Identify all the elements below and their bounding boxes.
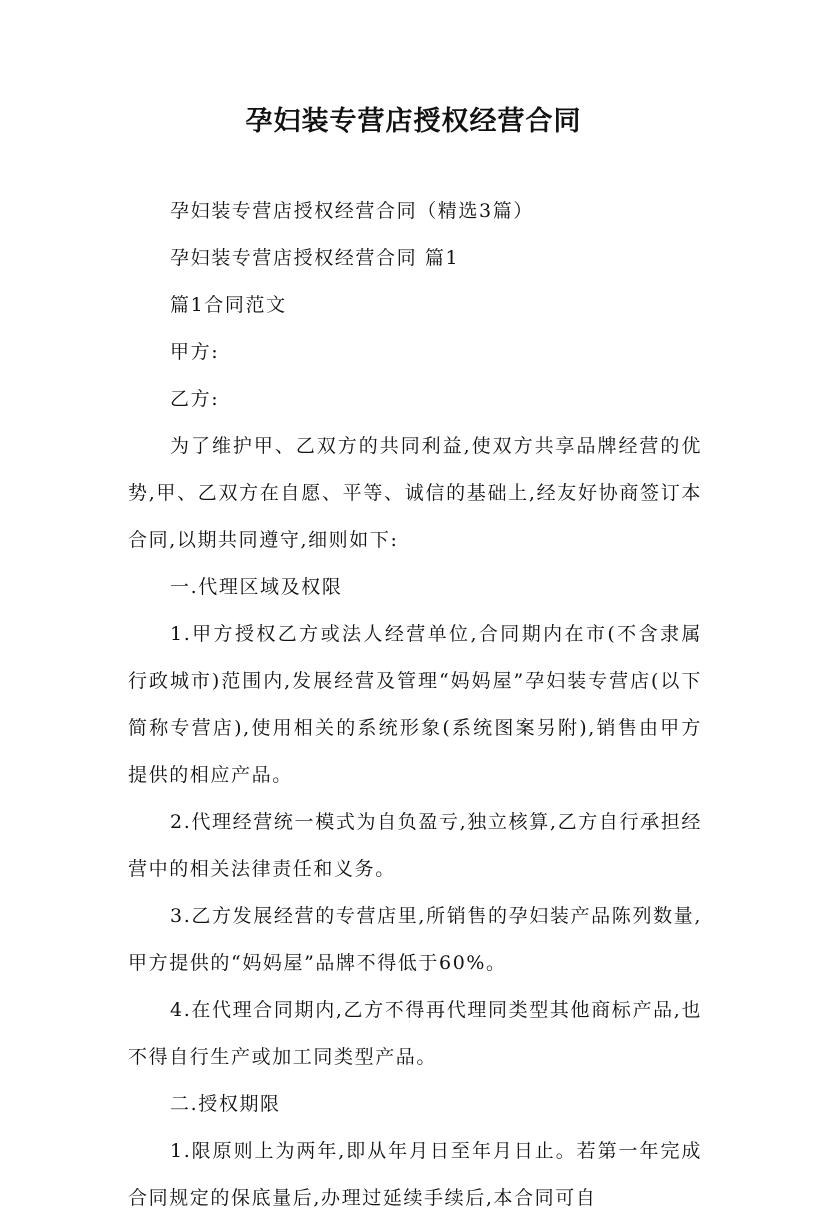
paragraph-preamble: 为了维护甲、乙双方的共同利益,使双方共享品牌经营的优势,甲、乙双方在自愿、平等、诚信的基础上,经友好协商签订本合同,以期共同遵守,细则如下: [128, 435, 702, 551]
document-body [128, 188, 702, 1222]
paragraph-clause-1-3: 3.乙方发展经营的专营店里,所销售的孕妇装产品陈列数量,甲方提供的“妈妈屋”品牌不得低于60%。 [128, 905, 702, 974]
paragraph-party-a: 甲方: [170, 341, 220, 363]
paragraph-clause-2-1: 1.限原则上为两年,即从年月日至年月日止。若第一年完成合同规定的保底量后,办理过延续手续后,本合同可自 [128, 1140, 702, 1209]
paragraph-clause-1-4: 4.在代理合同期内,乙方不得再代理同类型其他商标产品,也不得自行生产或加工同类型产品。 [128, 999, 702, 1068]
paragraph-clause-1-1: 1.甲方授权乙方或法人经营单位,合同期内在市(不含隶属行政城市)范围内,发展经营及管理“妈妈屋”孕妇装专营店(以下简称专营店),使用相关的系统形象(系统图案另附),销售由甲方提供的相应产品。 [128, 623, 702, 786]
document-title: 孕妇装专营店授权经营合同 [245, 106, 582, 137]
paragraph-subtitle: 孕妇装专营店授权经营合同（精选3篇） [170, 200, 534, 222]
paragraph-clause-heading-2: 二.授权期限 [170, 1093, 281, 1115]
paragraph-clause-1-2: 2.代理经营统一模式为自负盈亏,独立核算,乙方自行承担经营中的相关法律责任和义务。 [128, 811, 702, 880]
paragraph-clause-heading-1: 一.代理区域及权限 [170, 576, 343, 598]
paragraph-party-b: 乙方: [170, 388, 220, 410]
paragraph-section-heading: 孕妇装专营店授权经营合同 篇1 [170, 247, 460, 269]
paragraph-sample-heading: 篇1合同范文 [170, 294, 287, 316]
